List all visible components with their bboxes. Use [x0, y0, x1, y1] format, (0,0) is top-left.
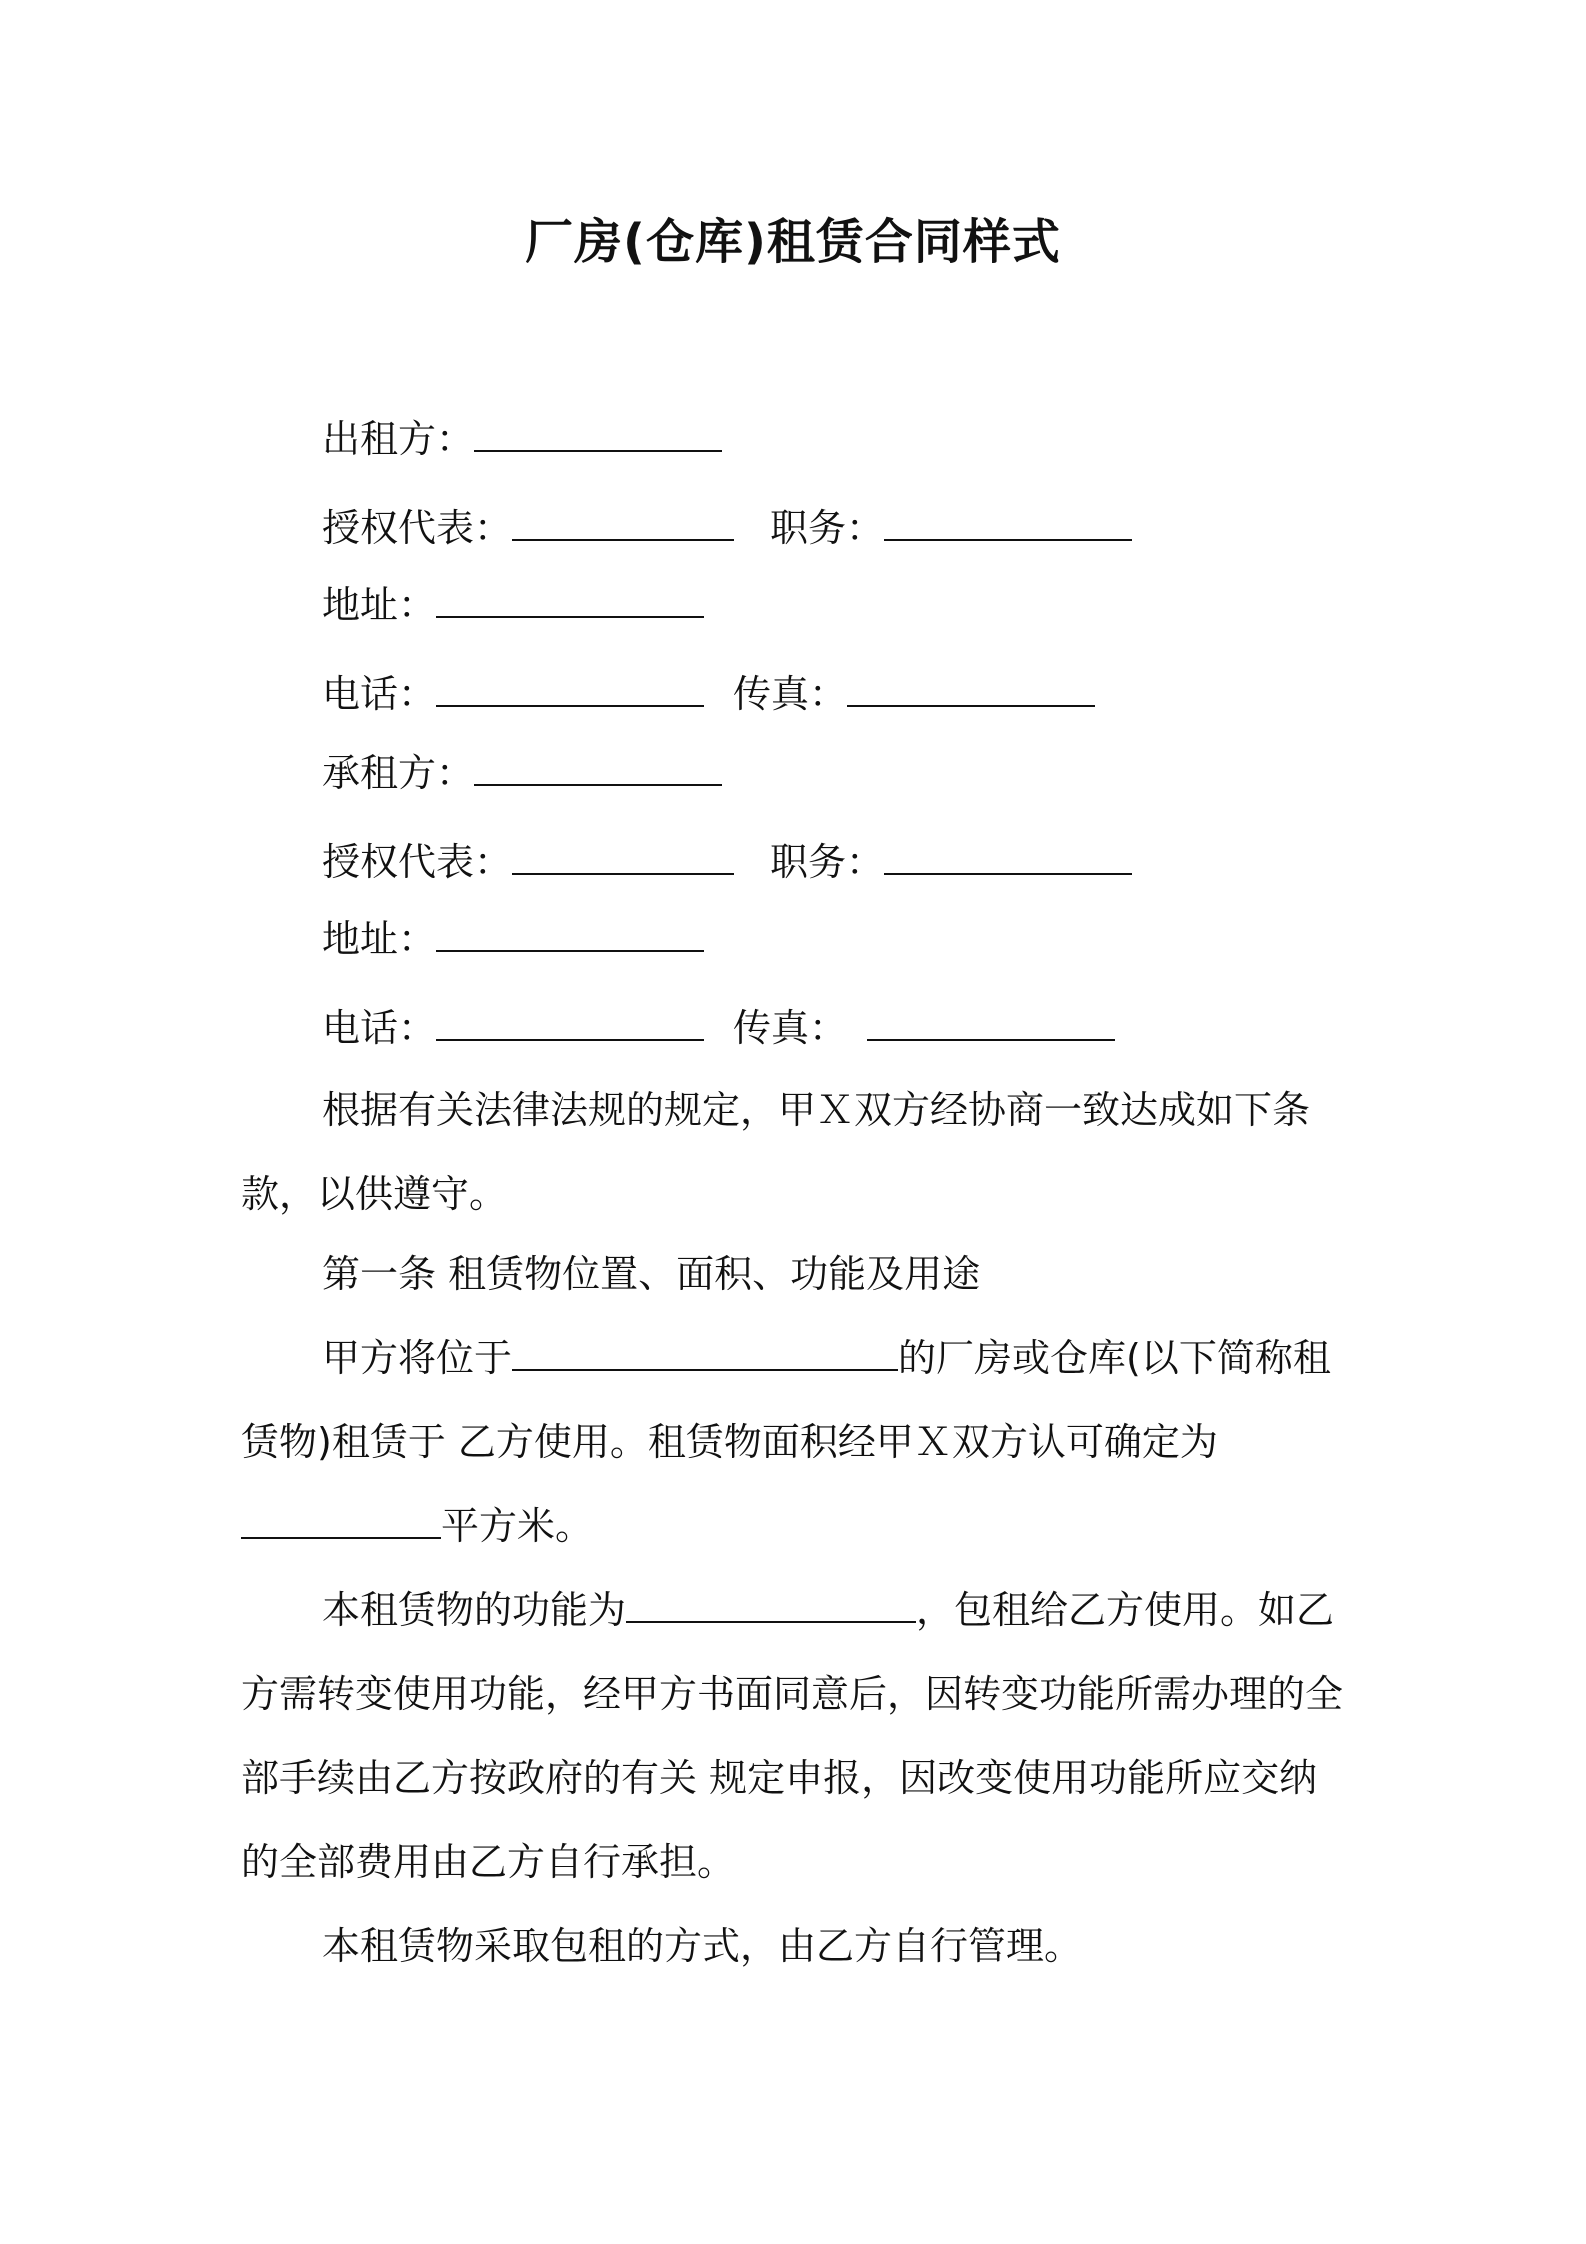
area-blank[interactable]	[241, 1503, 441, 1539]
lessor-rep-label: 授权代表：	[322, 506, 513, 550]
lessor-rep-blank[interactable]	[512, 505, 734, 541]
lessee-blank[interactable]	[474, 750, 722, 786]
lessee-position-line	[770, 837, 1132, 887]
lessor-phone-line	[322, 669, 704, 719]
lessee-rep-blank[interactable]	[512, 839, 734, 875]
article-1-p2-after: ，包租给乙方使用。如乙方需转变使用功能，经甲方书面同意后，因转变功能所需办理的全部手续由乙方按政府的有关 规定申报，因改变使用功能所应交纳的全部费用由乙方自行承担。	[241, 1588, 1344, 1884]
function-blank[interactable]	[626, 1587, 916, 1623]
article-1-paragraph-2	[241, 1568, 1353, 1904]
article-1-p2-before: 本租赁物的功能为	[322, 1588, 627, 1632]
lessor-position-line	[770, 503, 1132, 553]
lessee-address-line	[322, 914, 704, 964]
lessor-address-line	[322, 580, 704, 630]
article-1-paragraph-3	[241, 1904, 1353, 1988]
lessee-position-blank[interactable]	[884, 839, 1132, 875]
lessee-rep-line	[322, 837, 734, 887]
lessee-phone-blank[interactable]	[436, 1005, 704, 1041]
lessee-rep-label: 授权代表：	[322, 840, 513, 884]
article-1-p1-before: 甲方将位于	[322, 1336, 513, 1380]
lessor-line	[322, 414, 722, 464]
article-1-p3: 本租赁物采取包租的方式，由乙方自行管理。	[322, 1924, 1083, 1968]
lessor-fax-blank[interactable]	[847, 671, 1095, 707]
lessee-address-blank[interactable]	[436, 916, 704, 952]
lessee-label: 承租方：	[322, 751, 475, 795]
lessor-phone-label: 电话：	[322, 672, 437, 716]
intro-text: 根据有关法律法规的规定，甲Ｘ双方经协商一致达成如下条款，以供遵守。	[241, 1088, 1311, 1216]
lessor-label: 出租方：	[322, 417, 475, 461]
lessee-phone-label: 电话：	[322, 1006, 437, 1050]
lessee-fax-blank[interactable]	[867, 1005, 1115, 1041]
lessee-fax-line	[733, 1003, 1115, 1053]
lessee-phone-line	[322, 1003, 704, 1053]
lessor-address-label: 地址：	[322, 583, 437, 627]
document-title: 厂房(仓库)租赁合同样式	[525, 214, 1061, 270]
article-1-heading: 第一条 租赁物位置、面积、功能及用途	[322, 1252, 981, 1296]
lessor-fax-label: 传真：	[733, 672, 848, 716]
article-1-paragraph-1	[241, 1316, 1353, 1568]
lessee-line	[322, 748, 722, 798]
lessee-address-label: 地址：	[322, 917, 437, 961]
location-blank[interactable]	[512, 1335, 898, 1371]
article-1-p1-mid: 的厂房或仓库(以下简称租赁物)租赁于 乙方使用。租赁物面积经甲Ｘ双方认可确定为	[241, 1336, 1331, 1464]
lessee-position-label: 职务：	[770, 840, 885, 884]
lessor-address-blank[interactable]	[436, 582, 704, 618]
lessor-rep-line	[322, 503, 734, 553]
lessee-fax-label: 传真：	[733, 1006, 848, 1050]
intro-paragraph	[241, 1068, 1353, 1236]
lessor-phone-blank[interactable]	[436, 671, 704, 707]
lessor-position-blank[interactable]	[884, 505, 1132, 541]
lessor-position-label: 职务：	[770, 506, 885, 550]
lessor-blank[interactable]	[474, 416, 722, 452]
lessor-fax-line	[733, 669, 1095, 719]
article-1-p1-after: 平方米。	[441, 1504, 594, 1548]
